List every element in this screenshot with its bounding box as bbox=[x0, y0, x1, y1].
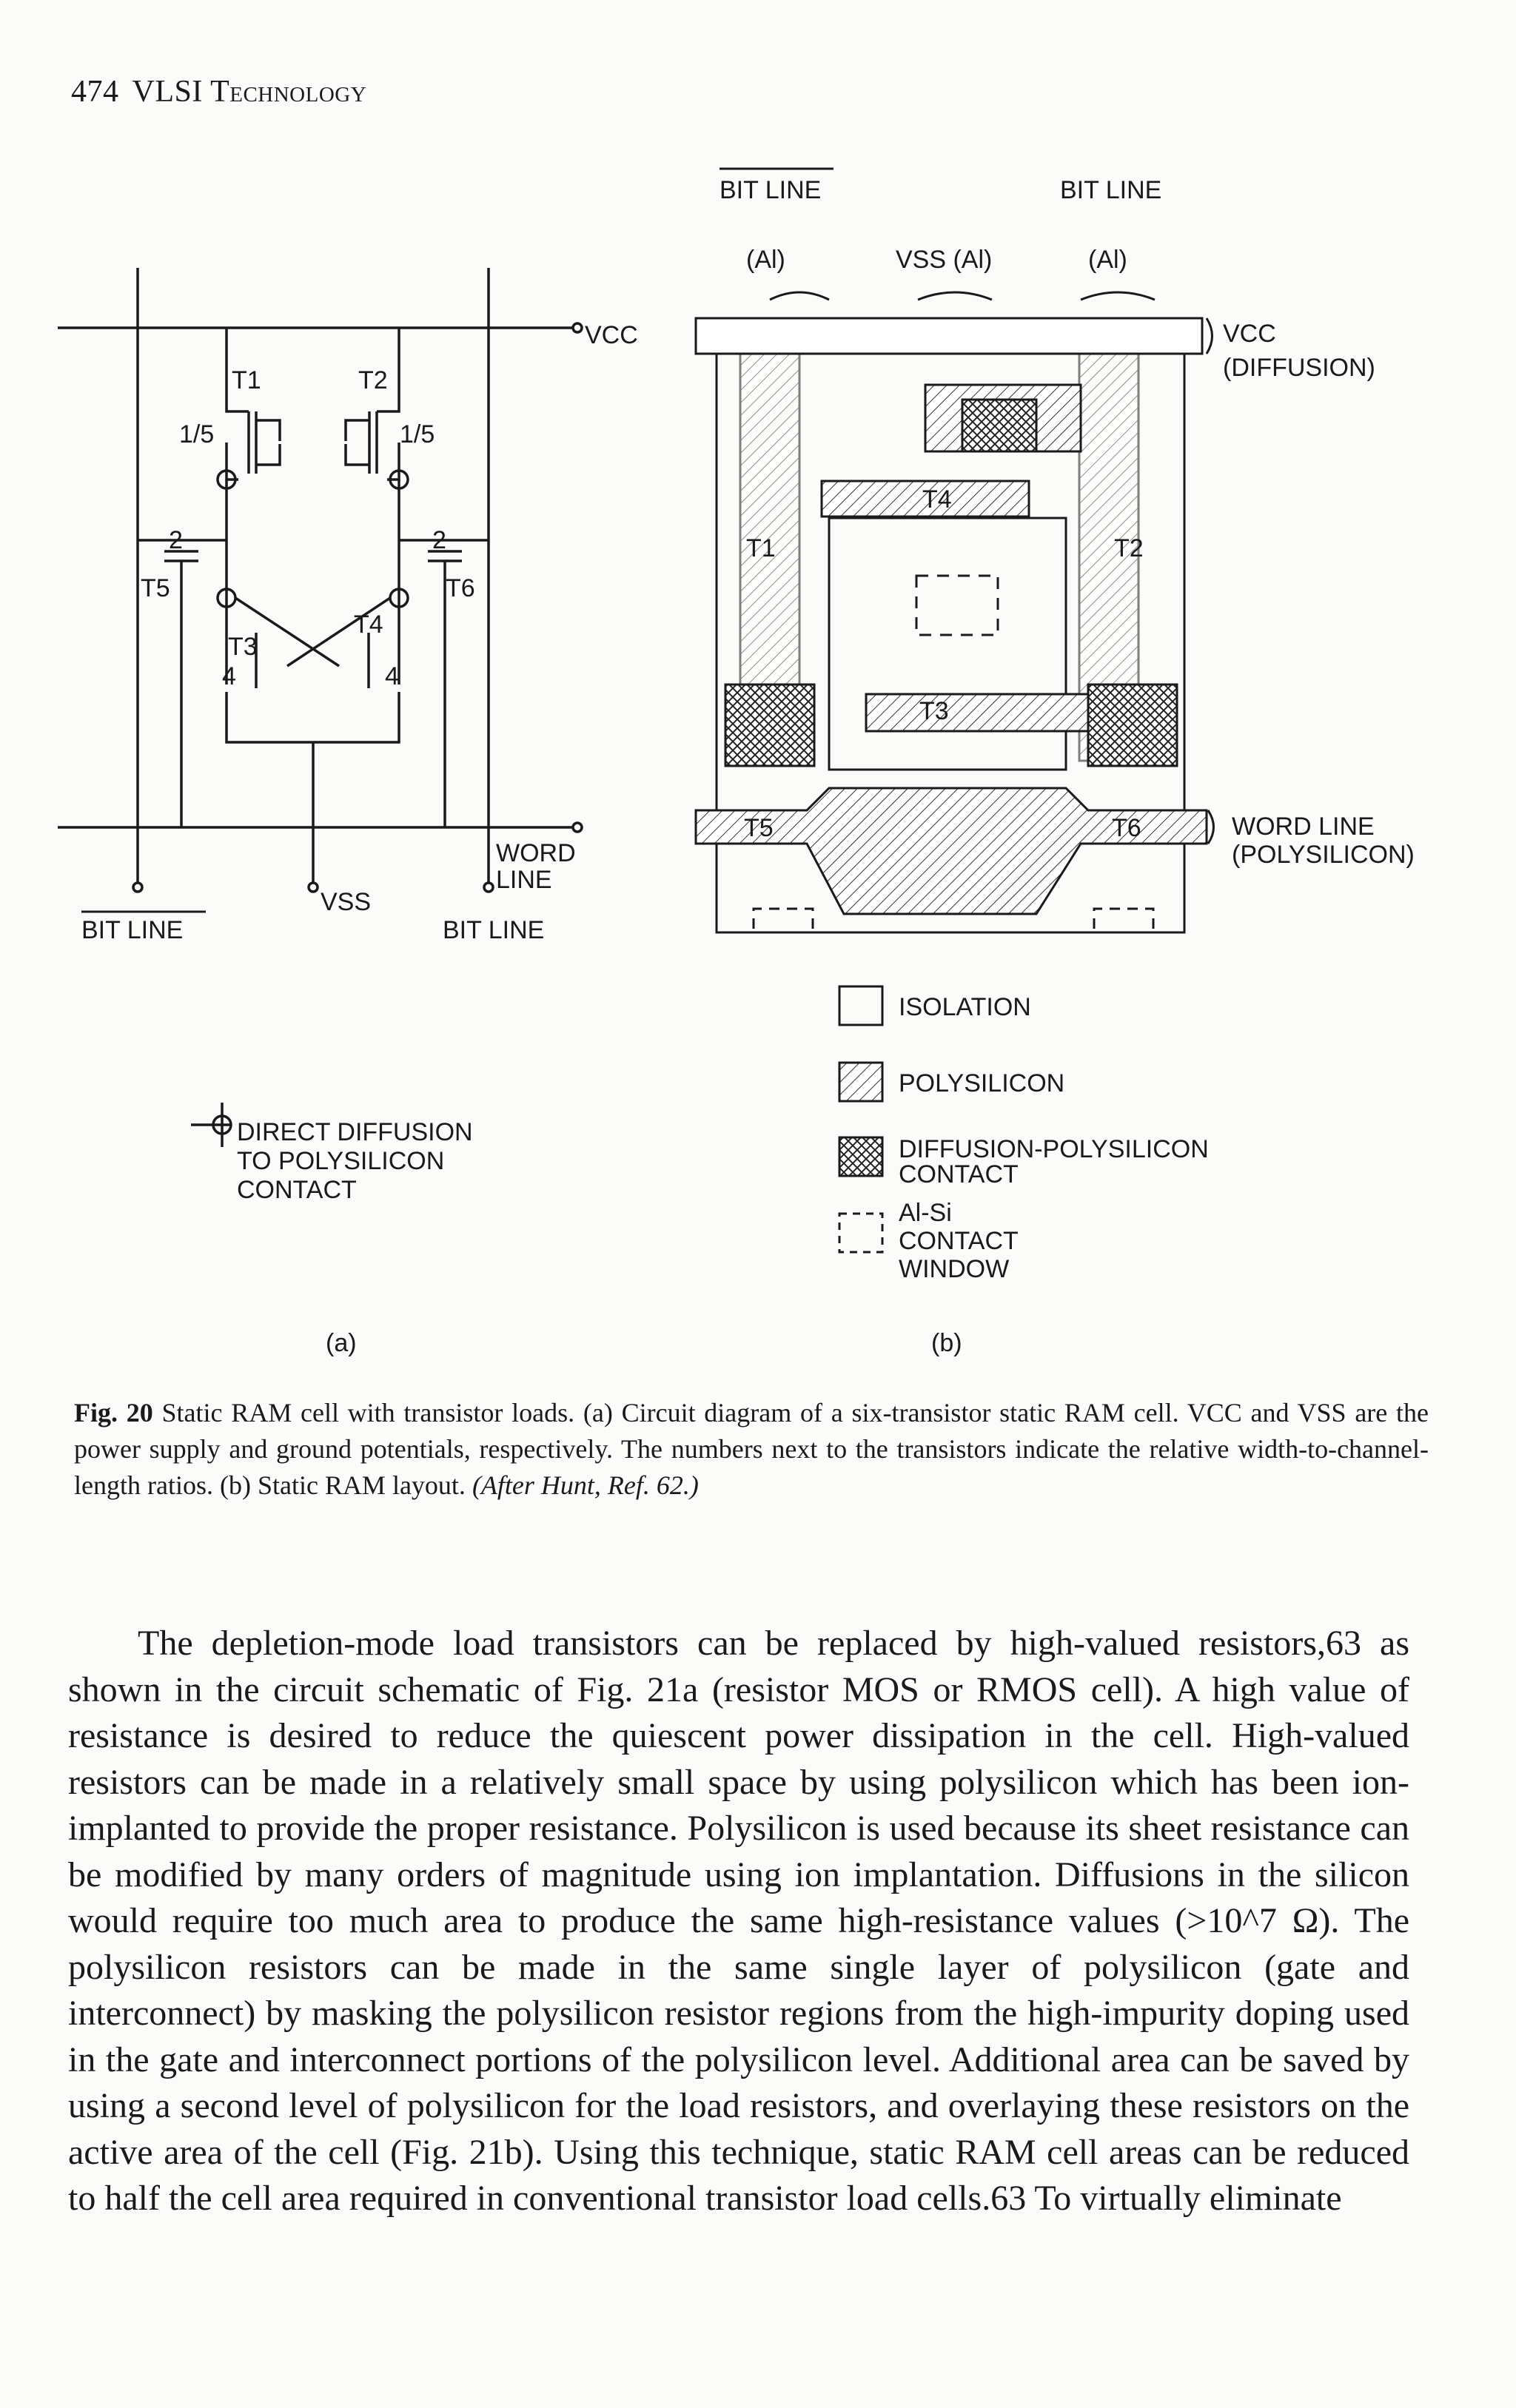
ratio-t2: 1/5 bbox=[400, 420, 435, 448]
body-paragraph: The depletion-mode load transistors can be replaced by high-valued resistors,63 as shown in the circuit schematic of Fig. 21a (resistor MOS or RMOS cell). A high value of resistance is desired to reduce the quiescent power dissipation in the cell. High-valued resistors can be made in a relatively small space by using polysilicon which has been ion-implanted to provide the proper resistance. Polysilicon is used because its sheet resistance can be modified by many orders of magnitude using ion implantation. Diffusions in the silicon would require too much area to produce the same high-resistance values (>10^7 Ω). The polysilicon resistors can be made in the same single layer of polysilicon (gate and interconnect) by masking the polysilicon resistor regions from the high-impurity doping used in the gate and interconnect portions of the polysilicon level. Additional area can be saved by using a second level of polysilicon for the load resistors, and overlaying these resistors on the active area of the cell (Fig. 21b). Using this technique, static RAM cell areas can be reduced to half the cell area required in conventional transistor load cells.63 To virtually eliminate bbox=[68, 1624, 1409, 2218]
legend-isolation: ISOLATION bbox=[899, 993, 1031, 1021]
t2-label: T2 bbox=[358, 366, 388, 394]
layout-t2-label: T2 bbox=[1114, 534, 1144, 562]
legend-window-1: Al-Si bbox=[899, 1199, 952, 1227]
t5-label: T5 bbox=[141, 574, 170, 602]
layout-diagram bbox=[696, 292, 1214, 1252]
legend-direct-contact-3: CONTACT bbox=[237, 1176, 357, 1204]
ratio-t1: 1/5 bbox=[179, 420, 215, 448]
bit-line-label: BIT LINE bbox=[443, 916, 545, 944]
word-line-label-1: WORD bbox=[496, 839, 576, 867]
layout-t3-label: T3 bbox=[919, 697, 949, 725]
legend-contact-2: CONTACT bbox=[899, 1160, 1019, 1188]
al-right-label: (Al) bbox=[1088, 246, 1127, 274]
circuit-labels bbox=[81, 321, 638, 1357]
circuit-diagram bbox=[58, 268, 582, 1147]
layout-bit-line-label: BIT LINE bbox=[1060, 176, 1162, 204]
caption-credit: (After Hunt, Ref. 62.) bbox=[472, 1470, 699, 1500]
panel-label-b: (b) bbox=[931, 1329, 962, 1357]
layout-t1-label: T1 bbox=[746, 534, 776, 562]
figure-caption bbox=[74, 1395, 1429, 1504]
al-left-label: (Al) bbox=[746, 246, 785, 274]
ratio-t3: 4 bbox=[222, 662, 236, 690]
caption-text: Static RAM cell with transistor loads. (a) Circuit diagram of a six-transistor static RAM cell. VCC and VSS are the power supply and ground potentials, respectively. The numbers next to the transistors indicate the relative width-to-channel-length ratios. (b) Static RAM layout. bbox=[74, 1398, 1429, 1500]
bit-line-bar-label: BIT LINE bbox=[81, 916, 184, 944]
t3-label: T3 bbox=[228, 633, 258, 661]
caption-label: Fig. 20 bbox=[74, 1398, 153, 1427]
layout-t5-label: T5 bbox=[744, 814, 774, 842]
legend-contact-1: DIFFUSION-POLYSILICON bbox=[899, 1135, 1209, 1163]
ratio-t4: 4 bbox=[385, 662, 399, 690]
page-number: 474 bbox=[71, 75, 119, 109]
legend-direct-contact-1: DIRECT DIFFUSION bbox=[237, 1118, 473, 1146]
legend-window-2: CONTACT bbox=[899, 1227, 1019, 1255]
ratio-t5: 2 bbox=[169, 526, 183, 554]
layout-bit-line-bar-label: BIT LINE bbox=[720, 176, 822, 204]
running-title: VLSI Technology bbox=[132, 75, 367, 109]
layout-t4-label: T4 bbox=[922, 485, 952, 514]
legend-polysilicon: POLYSILICON bbox=[899, 1069, 1065, 1097]
vcc-diffusion-label-1: VCC bbox=[1223, 320, 1276, 348]
word-line-label-2: LINE bbox=[496, 866, 552, 894]
word-line-poly-label-2: (POLYSILICON) bbox=[1232, 841, 1415, 869]
t1-label: T1 bbox=[232, 366, 261, 394]
vss-al-label: VSS (Al) bbox=[896, 246, 993, 274]
legend-direct-contact-2: TO POLYSILICON bbox=[237, 1147, 445, 1175]
legend-window-3: WINDOW bbox=[899, 1255, 1010, 1283]
vss-label: VSS bbox=[321, 888, 372, 916]
t6-label: T6 bbox=[446, 574, 475, 602]
t4-label: T4 bbox=[354, 611, 383, 639]
word-line-poly-label-1: WORD LINE bbox=[1232, 813, 1375, 841]
layout-t6-label: T6 bbox=[1112, 814, 1141, 842]
ratio-t6: 2 bbox=[432, 526, 446, 554]
panel-label-a: (a) bbox=[326, 1329, 357, 1357]
vcc-diffusion-label-2: (DIFFUSION) bbox=[1223, 354, 1375, 382]
vcc-label: VCC bbox=[585, 321, 638, 349]
